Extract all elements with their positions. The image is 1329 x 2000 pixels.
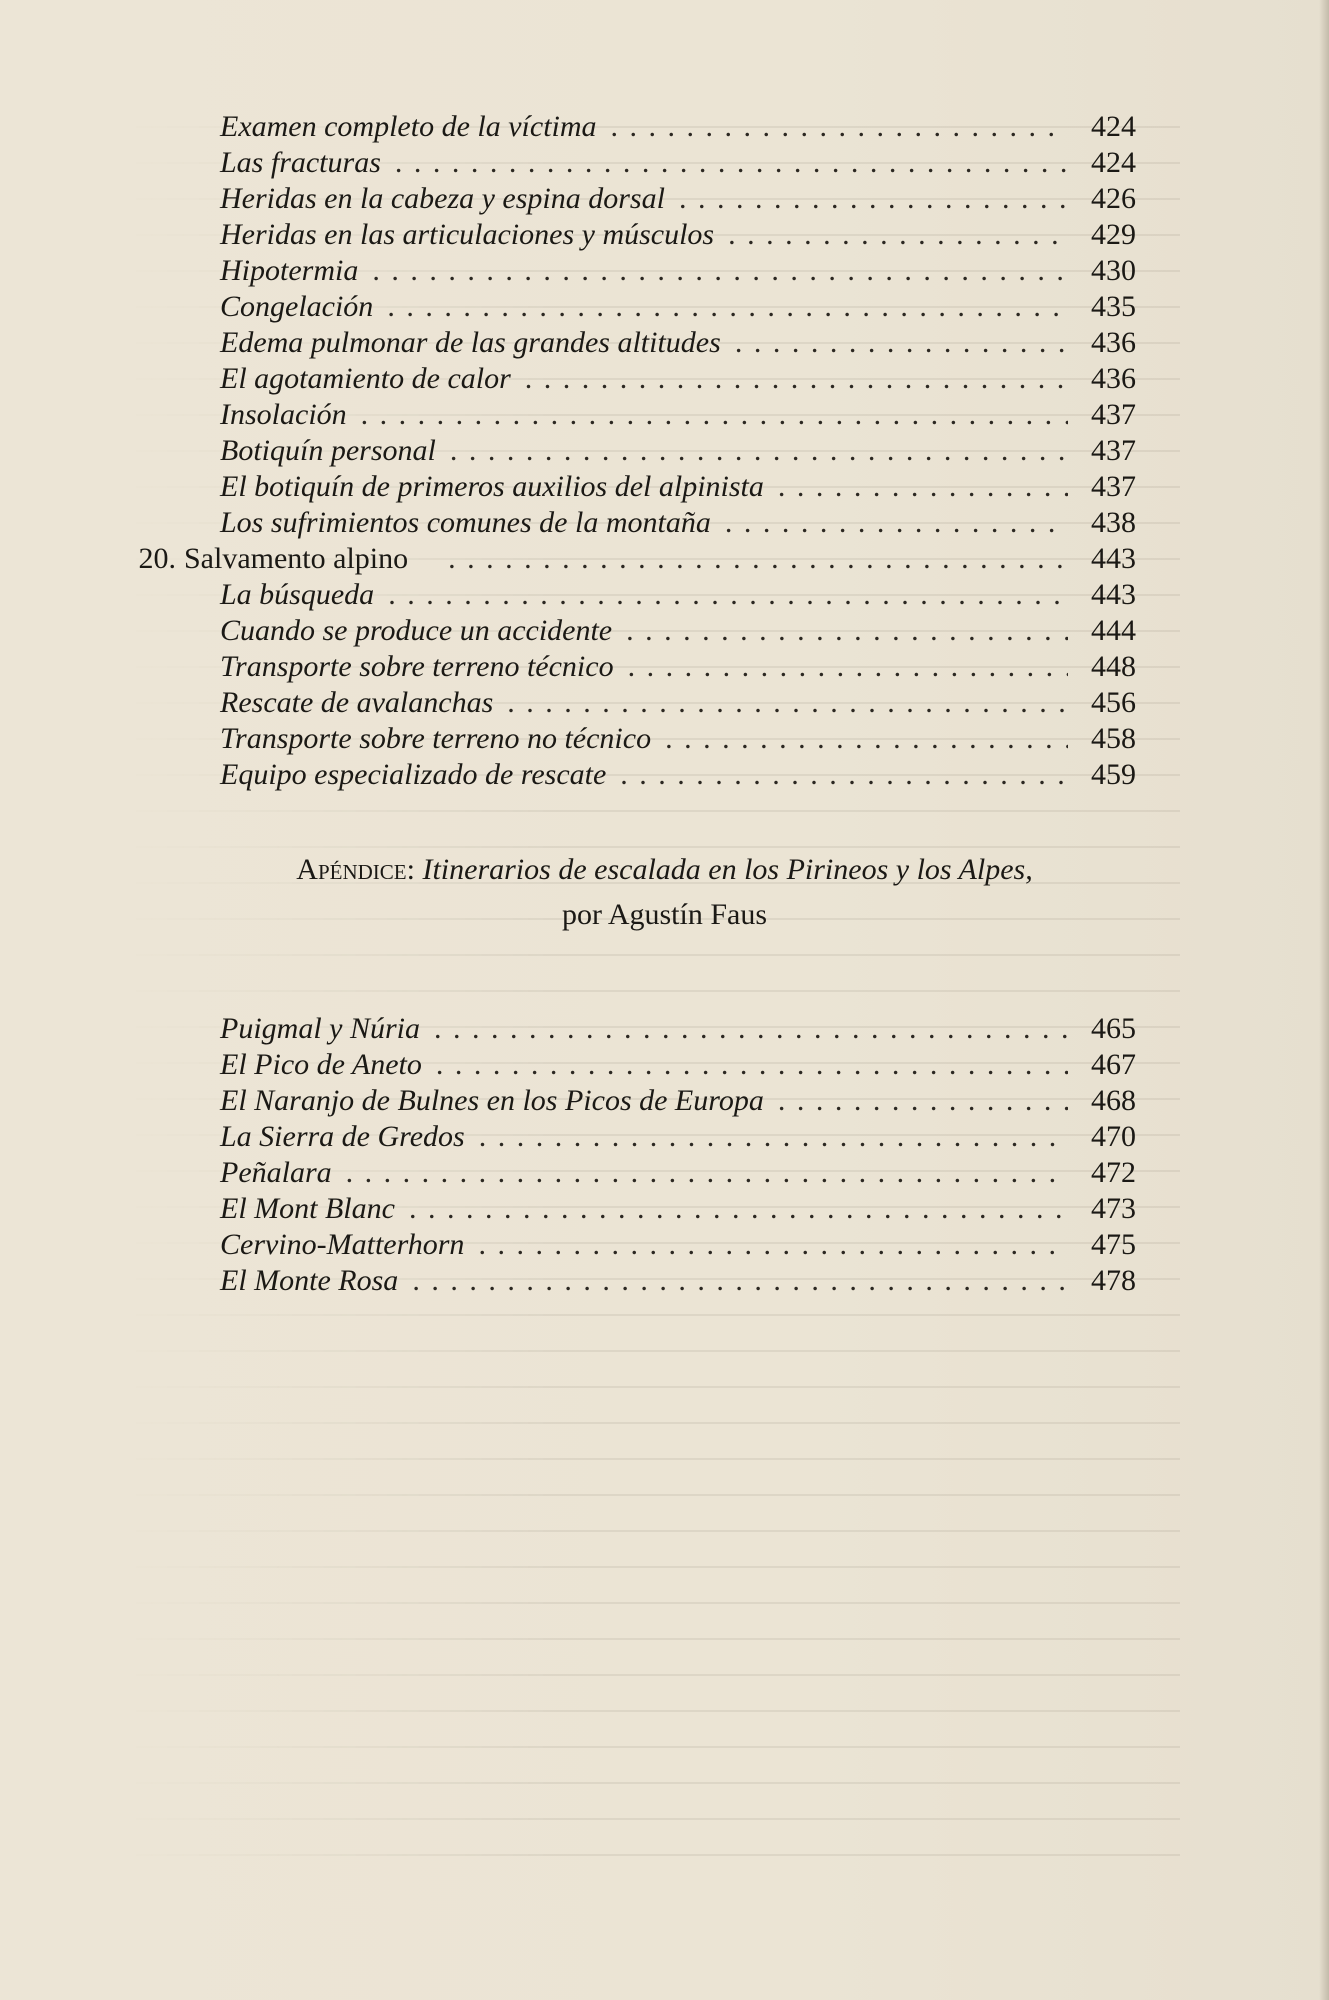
toc-entry-title: La búsqueda [220,578,375,611]
toc-entry-page: 437 [1091,434,1136,467]
appendix-heading [0,852,1329,888]
toc-entry-page: 424 [1091,110,1136,143]
toc-entry [220,757,1136,793]
toc-entry-page: 429 [1091,218,1136,251]
dot-leader [409,1191,1068,1227]
toc-entry-title: Hipotermia [220,254,359,287]
dot-leader [387,289,1068,325]
toc-entry-title: Los sufrimientos comunes de la montaña [220,506,711,539]
toc-entry-page: 437 [1091,398,1136,431]
toc-entry-title: Edema pulmonar de las grandes altitudes [220,326,721,359]
appendix-label: Apéndice [296,853,407,886]
toc-entry-page: 448 [1091,650,1136,683]
toc-entry-page: 458 [1091,722,1136,755]
dot-leader [436,1047,1068,1083]
toc-entry-title: Equipo especializado de rescate [220,758,607,791]
toc-entry-title: Heridas en las articulaciones y músculos [220,218,715,251]
dot-leader [665,721,1068,757]
toc-entry [220,1263,1136,1299]
dot-leader [372,253,1068,289]
toc-entry [220,469,1136,505]
toc-entry [220,145,1136,181]
toc-entry-title: Puigmal y Núria [220,1012,420,1045]
toc-entry-title: Las fracturas [220,146,381,179]
toc-entry-title: La Sierra de Gredos [220,1120,465,1153]
toc-entry-title: El botiquín de primeros auxilios del alpinista [220,470,764,503]
dot-leader [679,181,1068,217]
dot-leader [479,1119,1068,1155]
dot-leader [778,1083,1068,1119]
toc-entry-title: Botiquín personal [220,434,436,467]
toc-entry-title: Peñalara [220,1156,332,1189]
dot-leader [507,685,1068,721]
toc-entry [220,721,1136,757]
toc-chapter [138,541,1136,577]
toc-entry-title: Congelación [220,290,374,323]
chapter-title: Salvamento alpino [184,542,409,575]
toc-entry-page: 470 [1091,1120,1136,1153]
dot-leader [478,1227,1068,1263]
dot-leader [728,217,1068,253]
toc-entry-page: 478 [1091,1264,1136,1297]
dot-leader [388,577,1068,613]
toc-entry-title: Heridas en la cabeza y espina dorsal [220,182,665,215]
toc-entry [220,397,1136,433]
toc-entry [220,1011,1136,1047]
toc-entry [220,1227,1136,1263]
toc-entry-title: Transporte sobre terreno técnico [220,650,614,683]
dot-leader [735,325,1068,361]
toc-entry-title: Examen completo de la víctima [220,110,597,143]
toc-entry-page: 459 [1091,758,1136,791]
dot-leader [611,109,1068,145]
dot-leader [361,397,1068,433]
dot-leader [778,469,1068,505]
toc-entry-title: Rescate de avalanchas [220,686,494,719]
toc-entry-page: 426 [1091,182,1136,215]
dot-leader [620,757,1068,793]
toc-entry-title: El Monte Rosa [220,1264,399,1297]
toc-entry [220,1083,1136,1119]
toc-entry-title: Cuando se produce un accidente [220,614,613,647]
toc-entry-page: 456 [1091,686,1136,719]
dot-leader [448,541,1068,577]
toc-entry-page: 435 [1091,290,1136,323]
toc-entry-title: El Pico de Aneto [220,1048,422,1081]
toc-entry [220,325,1136,361]
toc-entry-page: 468 [1091,1084,1136,1117]
toc-entry-title: Transporte sobre terreno no técnico [220,722,652,755]
toc-entry-page: 443 [1091,578,1136,611]
dot-leader [412,1263,1068,1299]
toc-entry-page: 438 [1091,506,1136,539]
toc-entry [220,181,1136,217]
toc-entry-page: 444 [1091,614,1136,647]
toc-entry [220,577,1136,613]
toc-entry [220,289,1136,325]
toc-entry-page: 467 [1091,1048,1136,1081]
toc-entry-page: 430 [1091,254,1136,287]
toc-entry [220,217,1136,253]
toc-entry [220,1119,1136,1155]
toc-entry-page: 436 [1091,362,1136,395]
page-edge-shadow [1319,0,1329,2000]
toc-entry-page: 437 [1091,470,1136,503]
dot-leader [628,649,1068,685]
toc-entry-title: El agotamiento de calor [220,362,511,395]
chapter-number: 20. [138,542,176,575]
chapter-page: 443 [1091,542,1136,575]
dot-leader [395,145,1068,181]
dot-leader [725,505,1068,541]
toc-entry [220,685,1136,721]
appendix-author-text: por Agustín Faus [561,898,768,931]
toc-entry-title: El Naranjo de Bulnes en los Picos de Europa [220,1084,764,1117]
dot-leader [450,433,1068,469]
toc-entry [220,361,1136,397]
appendix-author [0,897,1329,933]
toc-entry-page: 436 [1091,326,1136,359]
appendix-title: Itinerarios de escalada en los Pirineos y los Alpes, [422,853,1033,886]
toc-entry [220,613,1136,649]
toc-entry [220,1155,1136,1191]
toc-entry [220,505,1136,541]
dot-leader [525,361,1068,397]
appendix-colon: : [406,853,415,886]
toc-entry [220,109,1136,145]
toc-entry-title: Insolación [220,398,347,431]
dot-leader [434,1011,1068,1047]
toc-entry [220,1191,1136,1227]
toc-entry-page: 475 [1091,1228,1136,1261]
toc-entry [220,433,1136,469]
dot-leader [626,613,1068,649]
toc-entry-page: 424 [1091,146,1136,179]
toc-entry-title: El Mont Blanc [220,1192,395,1225]
toc-entry-page: 472 [1091,1156,1136,1189]
toc-entry-title: Cervino-Matterhorn [220,1228,465,1261]
toc-entry-page: 473 [1091,1192,1136,1225]
toc-entry [220,253,1136,289]
dot-leader [346,1155,1068,1191]
toc-entry [220,649,1136,685]
toc-entry [220,1047,1136,1083]
toc-entry-page: 465 [1091,1012,1136,1045]
